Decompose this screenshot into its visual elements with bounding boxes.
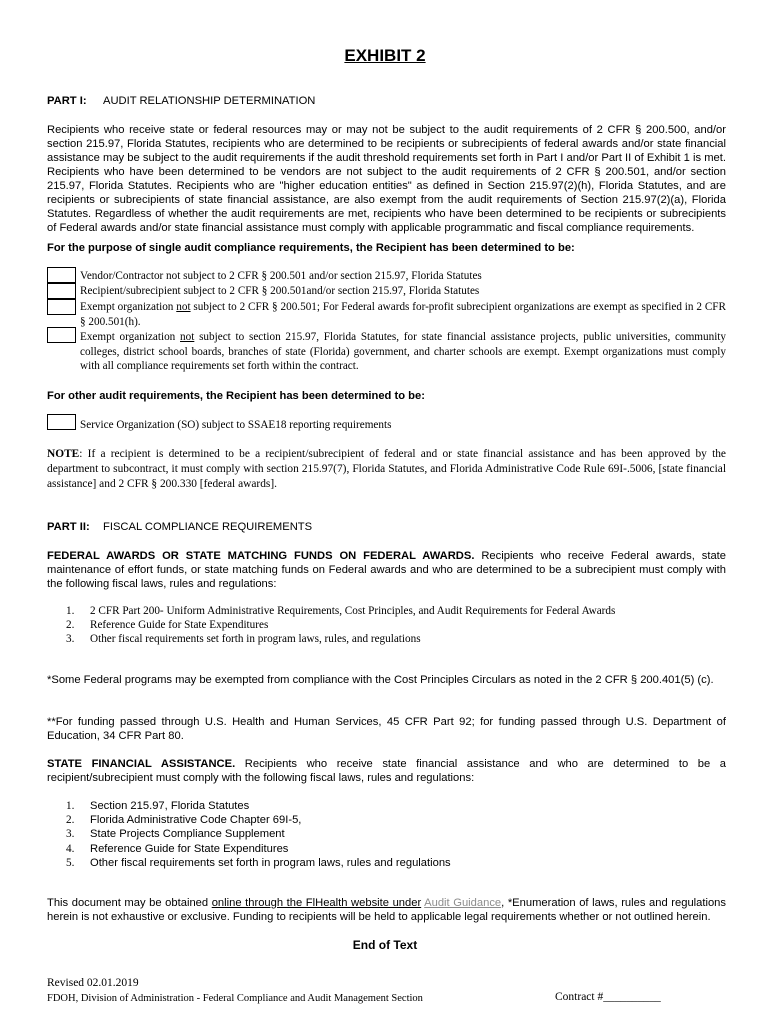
recipient-checkbox[interactable] [47,283,76,299]
federal-awards-text: Recipients who receive Federal awards, state maintenance of effort funds, or state matching funds on Federal awards and who are determined to be a subrecipient must comply with the following fiscal laws, rules and regulations: [47,550,726,590]
state-assistance-heading: STATE FINANCIAL ASSISTANCE. [47,758,236,770]
footnote-cost-principles: *Some Federal programs may be exempted from compliance with the Cost Principles Circulars as noted in the 2 CFR § 200.401(5) (c). [47,674,714,686]
part2-label: PART II: [47,521,90,533]
vendor-checkbox[interactable] [47,267,76,283]
list-item: 1. 2 CFR Part 200- Uniform Administrative Requirements, Cost Principles, and Audit Requirements for Federal Awards [66,605,616,617]
exempt-federal-not: not [176,301,191,313]
closing-underlined: online through the FlHealth website under [211,897,422,909]
federal-awards-paragraph [47,549,726,591]
state-assistance-paragraph [47,757,726,785]
list-item: 1. Section 215.97, Florida Statutes [66,800,250,812]
audit-guidance-link[interactable]: Audit Guidance [424,897,502,909]
list-item: 2. Reference Guide for State Expenditures [66,619,269,632]
exempt-state-text-b: subject to section 215.97, Florida Statutes, for state financial assistance projects, public universities, community colleges, district school boards, branches of state (Florida) government, and charter schools are exempt. Exempt organizations must comply with all compliance requirements set forth within the contract. [80,331,727,372]
federal-requirements-list [66,604,615,647]
part1-heading: AUDIT RELATIONSHIP DETERMINATION [103,95,316,107]
list-item: 2. Florida Administrative Code Chapter 69I-5, [66,814,302,827]
list-item: 5. Other fiscal requirements set forth in program laws, rules and regulations [66,856,451,869]
contract-number-field: Contract #__________ [555,991,661,1003]
state-assistance-text: Recipients who receive state financial assistance and who are determined to be a recipient/subrecipient must comply with the following fiscal laws, rules and regulations: [47,758,726,784]
list-item: 3. State Projects Compliance Supplement [66,828,285,841]
exempt-federal-text-b: subject to 2 CFR § 200.501; For Federal awards for-profit subrecipient organizations are exempt as specified in 2 CFR § 200.501(h). [80,301,726,328]
footnote-hhs-education: **For funding passed through U.S. Health and Human Services, 45 CFR Part 92; for funding passed through U.S. Department of Education, 34 CFR Part 80. [47,716,726,742]
closing-text-b: , *Enumeration of laws, rules and regulations herein is not exhaustive or exclusive. Funding to recipients will be held to applicable legal requirements whether or not outlined herein. [47,897,727,923]
note-text: : If a recipient is determined to be a recipient/subrecipient of federal and or state financial assistance and has been approved by the department to subcontract, it must comply with section 215.97(7), Florida Statutes, and Florida Administrative Code Rule 69I-.5006, [state financial assistance] and 2 CFR § 200.330 [federal awards]. [47,448,726,490]
revised-date: Revised 02.01.2019 [47,977,139,989]
part1-intro: Recipients who receive state or federal resources may or may not be subject to the audit requirements of 2 CFR § 200.500, and/or section 215.97, Florida Statutes, recipients who are determined to be recipients or subrecipients of federal awards and/or state financial assistance may be subject to the audit requirements if the audit threshold requirements set forth in Part I and/or Part II of Exhibit 1 is met. Recipients who have been determined to be vendors are not subject to the audit requirements of 2 CFR § 200.501, and/or section 215.97, Florida Statutes. Recipients who are "higher education entities" as defined in Section 215.97(2)(h), Florida Statutes, and are recipients or subrecipients of state financial assistance, are also exempt from the audit requirements of Section 215.97(2)(a), Florida Statutes. Regardless of whether the audit requirements are met, recipients who have been determined to be recipients or subrecipients of Federal awards and/or state financial assistance must comply with applicable programmatic and fiscal compliance requirements. [47,124,726,234]
service-org-option-label: Service Organization (SO) subject to SSAE18 reporting requirements [80,419,392,431]
page-title: EXHIBIT 2 [344,46,426,65]
vendor-option-label: Vendor/Contractor not subject to 2 CFR § 200.501 and/or section 215.97, Florida Statutes [80,270,482,282]
exempt-state-text-a: Exempt organization [80,331,181,343]
exempt-federal-checkbox[interactable] [47,299,76,315]
part2-header [47,521,312,533]
service-org-checkbox[interactable] [47,414,76,430]
federal-awards-heading: FEDERAL AWARDS OR STATE MATCHING FUNDS ON FEDERAL AWARDS. [47,550,475,562]
end-of-text: End of Text [352,938,418,952]
note-paragraph [47,447,726,492]
part1-label: PART I: [47,95,87,107]
closing-text-a: This document may be obtained [47,897,212,909]
division-footer: FDOH, Division of Administration - Federal Compliance and Audit Management Section [47,993,423,1004]
note-label: NOTE [47,448,80,460]
closing-paragraph [47,896,726,924]
recipient-option-label: Recipient/subrecipient subject to 2 CFR § 200.501and/or section 215.97, Florida Statutes [80,285,480,297]
other-audit-heading: For other audit requirements, the Recipient has been determined to be: [47,390,425,402]
part2-heading: FISCAL COMPLIANCE REQUIREMENTS [103,521,313,533]
exempt-federal-option-label [80,300,726,329]
exempt-state-checkbox[interactable] [47,327,76,343]
exempt-state-not: not [180,331,195,343]
exempt-federal-text-a: Exempt organization [80,301,177,313]
exempt-state-option-label [80,330,726,374]
list-item: 4. Reference Guide for State Expenditures [66,842,289,855]
part1-header [47,95,315,107]
list-item: 3. Other fiscal requirements set forth in program laws, rules, and regulations [66,633,421,646]
state-requirements-list [66,799,451,870]
single-audit-heading: For the purpose of single audit compliance requirements, the Recipient has been determined to be: [47,242,575,254]
